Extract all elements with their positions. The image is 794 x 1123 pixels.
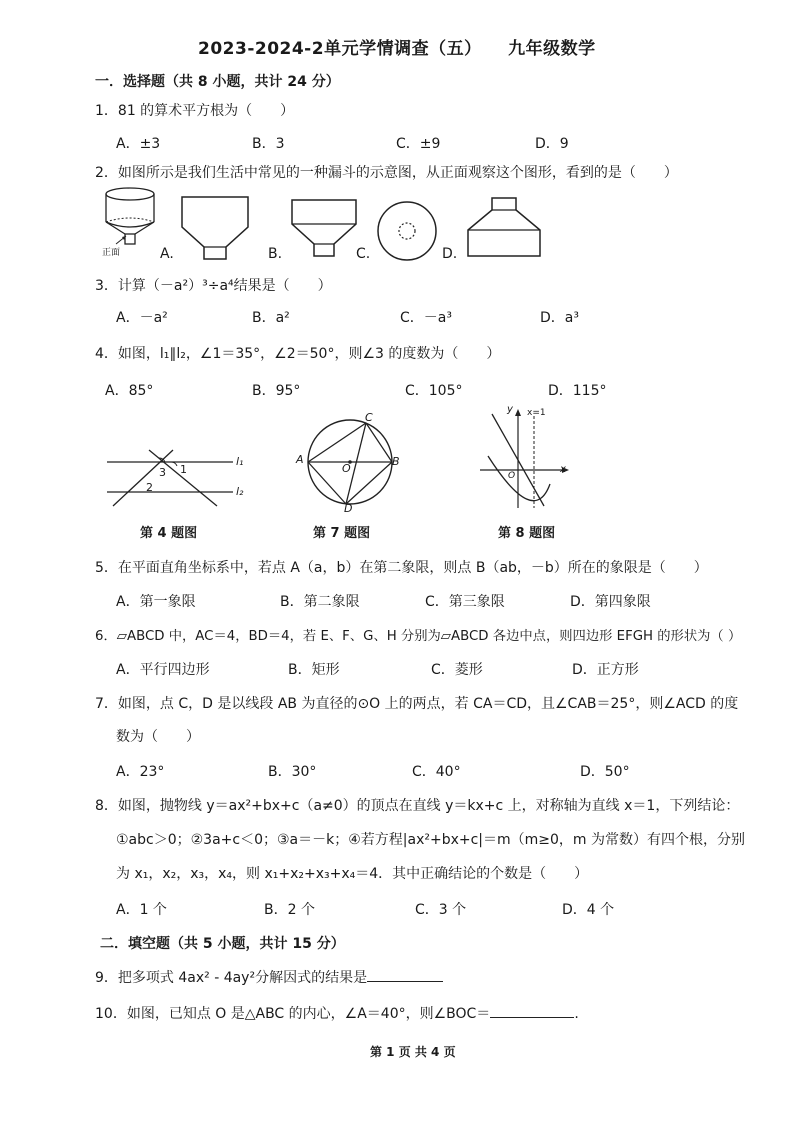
q10-answer-blank[interactable] — [490, 1003, 574, 1018]
q5-option-a: A．第一象限 — [116, 594, 196, 610]
question-8-stem-line3: 为 x₁，x₂，x₃，x₄，则 x₁+x₂+x₃+x₄＝4．其中正确结论的个数是（ ） — [116, 866, 589, 882]
fig8-caption: 第 8 题图 — [498, 526, 556, 541]
fig4-caption: 第 4 题图 — [140, 526, 198, 541]
question-10-text: 10．如图，已知点 O 是△ABC 的内心，∠A＝40°，则∠BOC＝ — [95, 1006, 491, 1022]
question-5-stem: 5．在平面直角坐标系中，若点 A（a，b）在第二象限，则点 B（ab，－b）所在的象限是（ ） — [95, 560, 708, 576]
q2-option-c-shape — [376, 200, 438, 262]
q8-option-c: C．3 个 — [415, 902, 467, 918]
q7-option-a: A．23° — [116, 764, 165, 780]
q2-option-c: C. — [356, 246, 371, 262]
page-footer: 第 1 页 共 4 页 — [370, 1045, 456, 1059]
page-title: 2023-2024-2单元学情调查（五） 九年级数学 — [198, 39, 596, 59]
question-9-stem — [95, 967, 443, 987]
question-6-stem: 6．▱ABCD 中，AC＝4，BD＝4，若 E、F、G、H 分别为▱ABCD 各边中点，则四边形 EFGH 的形状为（ ） — [95, 629, 742, 644]
q1-option-b: B．3 — [252, 136, 285, 152]
front-view-label: 正面 — [102, 248, 121, 258]
q7-option-c: C．40° — [412, 764, 461, 780]
q8-option-a: A．1 个 — [116, 902, 167, 918]
question-7-stem-line2: 数为（ ） — [116, 729, 200, 745]
q6-option-b: B．矩形 — [288, 662, 340, 678]
question-4-stem: 4．如图，l₁∥l₂，∠1＝35°，∠2＝50°，则∠3 的度数为（ ） — [95, 346, 501, 362]
q6-option-a: A．平行四边形 — [116, 662, 210, 678]
q3-option-d: D．a³ — [540, 310, 579, 326]
q2-option-a: A. — [160, 246, 174, 262]
question-7-stem-line1: 7．如图，点 C，D 是以线段 AB 为直径的⊙O 上的两点，若 CA＝CD，且∠CAB＝25°，则∠ACD 的度 — [95, 696, 739, 712]
q1-option-d: D．9 — [535, 136, 569, 152]
q4-option-b: B．95° — [252, 383, 301, 399]
q7-option-b: B．30° — [268, 764, 317, 780]
question-10-stem — [95, 1003, 579, 1023]
question-3-stem: 3．计算（－a²）³÷a⁴结果是（ ） — [95, 278, 332, 294]
fig4-label-angle1: 1 — [180, 463, 187, 476]
q3-option-c: C．－a³ — [400, 310, 452, 326]
q2-option-d: D. — [442, 246, 458, 262]
question-2-stem: 2．如图所示是我们生活中常见的一种漏斗的示意图，从正面观察这个图形，看到的是（ ） — [95, 165, 678, 181]
q2-option-b: B. — [268, 246, 283, 262]
fig8-label-x: x — [560, 464, 566, 475]
question-8-stem-line2: ①abc＞0；②3a+c＜0；③a＝－k；④若方程|ax²+bx+c|＝m（m≥0，m 为常数）有四个根，分别 — [116, 832, 746, 848]
figure-8 — [478, 408, 570, 508]
fig4-label-l2: l₂ — [236, 485, 244, 498]
q5-option-d: D．第四象限 — [570, 594, 651, 610]
q9-answer-blank[interactable] — [367, 967, 443, 982]
q7-option-d: D．50° — [580, 764, 630, 780]
q5-option-c: C．第三象限 — [425, 594, 505, 610]
q1-option-a: A．±3 — [116, 136, 161, 152]
fig4-label-l1: l₁ — [236, 455, 244, 468]
fig7-caption: 第 7 题图 — [313, 526, 371, 541]
q4-option-d: D．115° — [548, 383, 607, 399]
q2-option-b-shape — [290, 198, 358, 258]
fig8-label-x-eq-1: x=1 — [527, 408, 546, 418]
question-9-text: 9．把多项式 4ax² - 4ay²分解因式的结果是 — [95, 970, 368, 986]
section-heading-fill-in: 二．填空题（共 5 小题，共计 15 分） — [100, 936, 345, 952]
fig4-label-angle2: 2 — [146, 481, 153, 494]
question-1-stem: 1．81 的算术平方根为（ ） — [95, 103, 295, 119]
fig7-label-b: B — [392, 455, 400, 468]
q8-option-b: B．2 个 — [264, 902, 315, 918]
q5-option-b: B．第二象限 — [280, 594, 360, 610]
fig8-label-o: O — [508, 471, 516, 481]
q3-option-b: B．a² — [252, 310, 290, 326]
q2-option-d-shape — [466, 196, 542, 258]
q8-option-d: D．4 个 — [562, 902, 615, 918]
question-8-stem-line1: 8．如图，抛物线 y＝ax²+bx+c（a≠0）的顶点在直线 y＝kx+c 上，对称轴为直线 x＝1，下列结论： — [95, 798, 740, 814]
fig7-label-o: O — [342, 462, 351, 475]
q2-option-a-shape — [180, 195, 250, 261]
q6-option-c: C．菱形 — [431, 662, 483, 678]
q4-option-c: C．105° — [405, 383, 463, 399]
fig8-label-y: y — [507, 404, 513, 415]
fig7-label-d: D — [344, 502, 353, 515]
question-10-tail: . — [574, 1006, 579, 1022]
fig7-label-c: C — [365, 411, 373, 424]
q3-option-a: A．－a² — [116, 310, 168, 326]
figure-4 — [105, 448, 255, 508]
section-heading-choice: 一．选择题（共 8 小题，共计 24 分） — [95, 74, 340, 90]
q4-option-a: A．85° — [105, 383, 154, 399]
q6-option-d: D．正方形 — [572, 662, 639, 678]
fig4-label-angle3: 3 — [159, 466, 166, 479]
q1-option-c: C．±9 — [396, 136, 441, 152]
fig7-label-a: A — [296, 453, 304, 466]
